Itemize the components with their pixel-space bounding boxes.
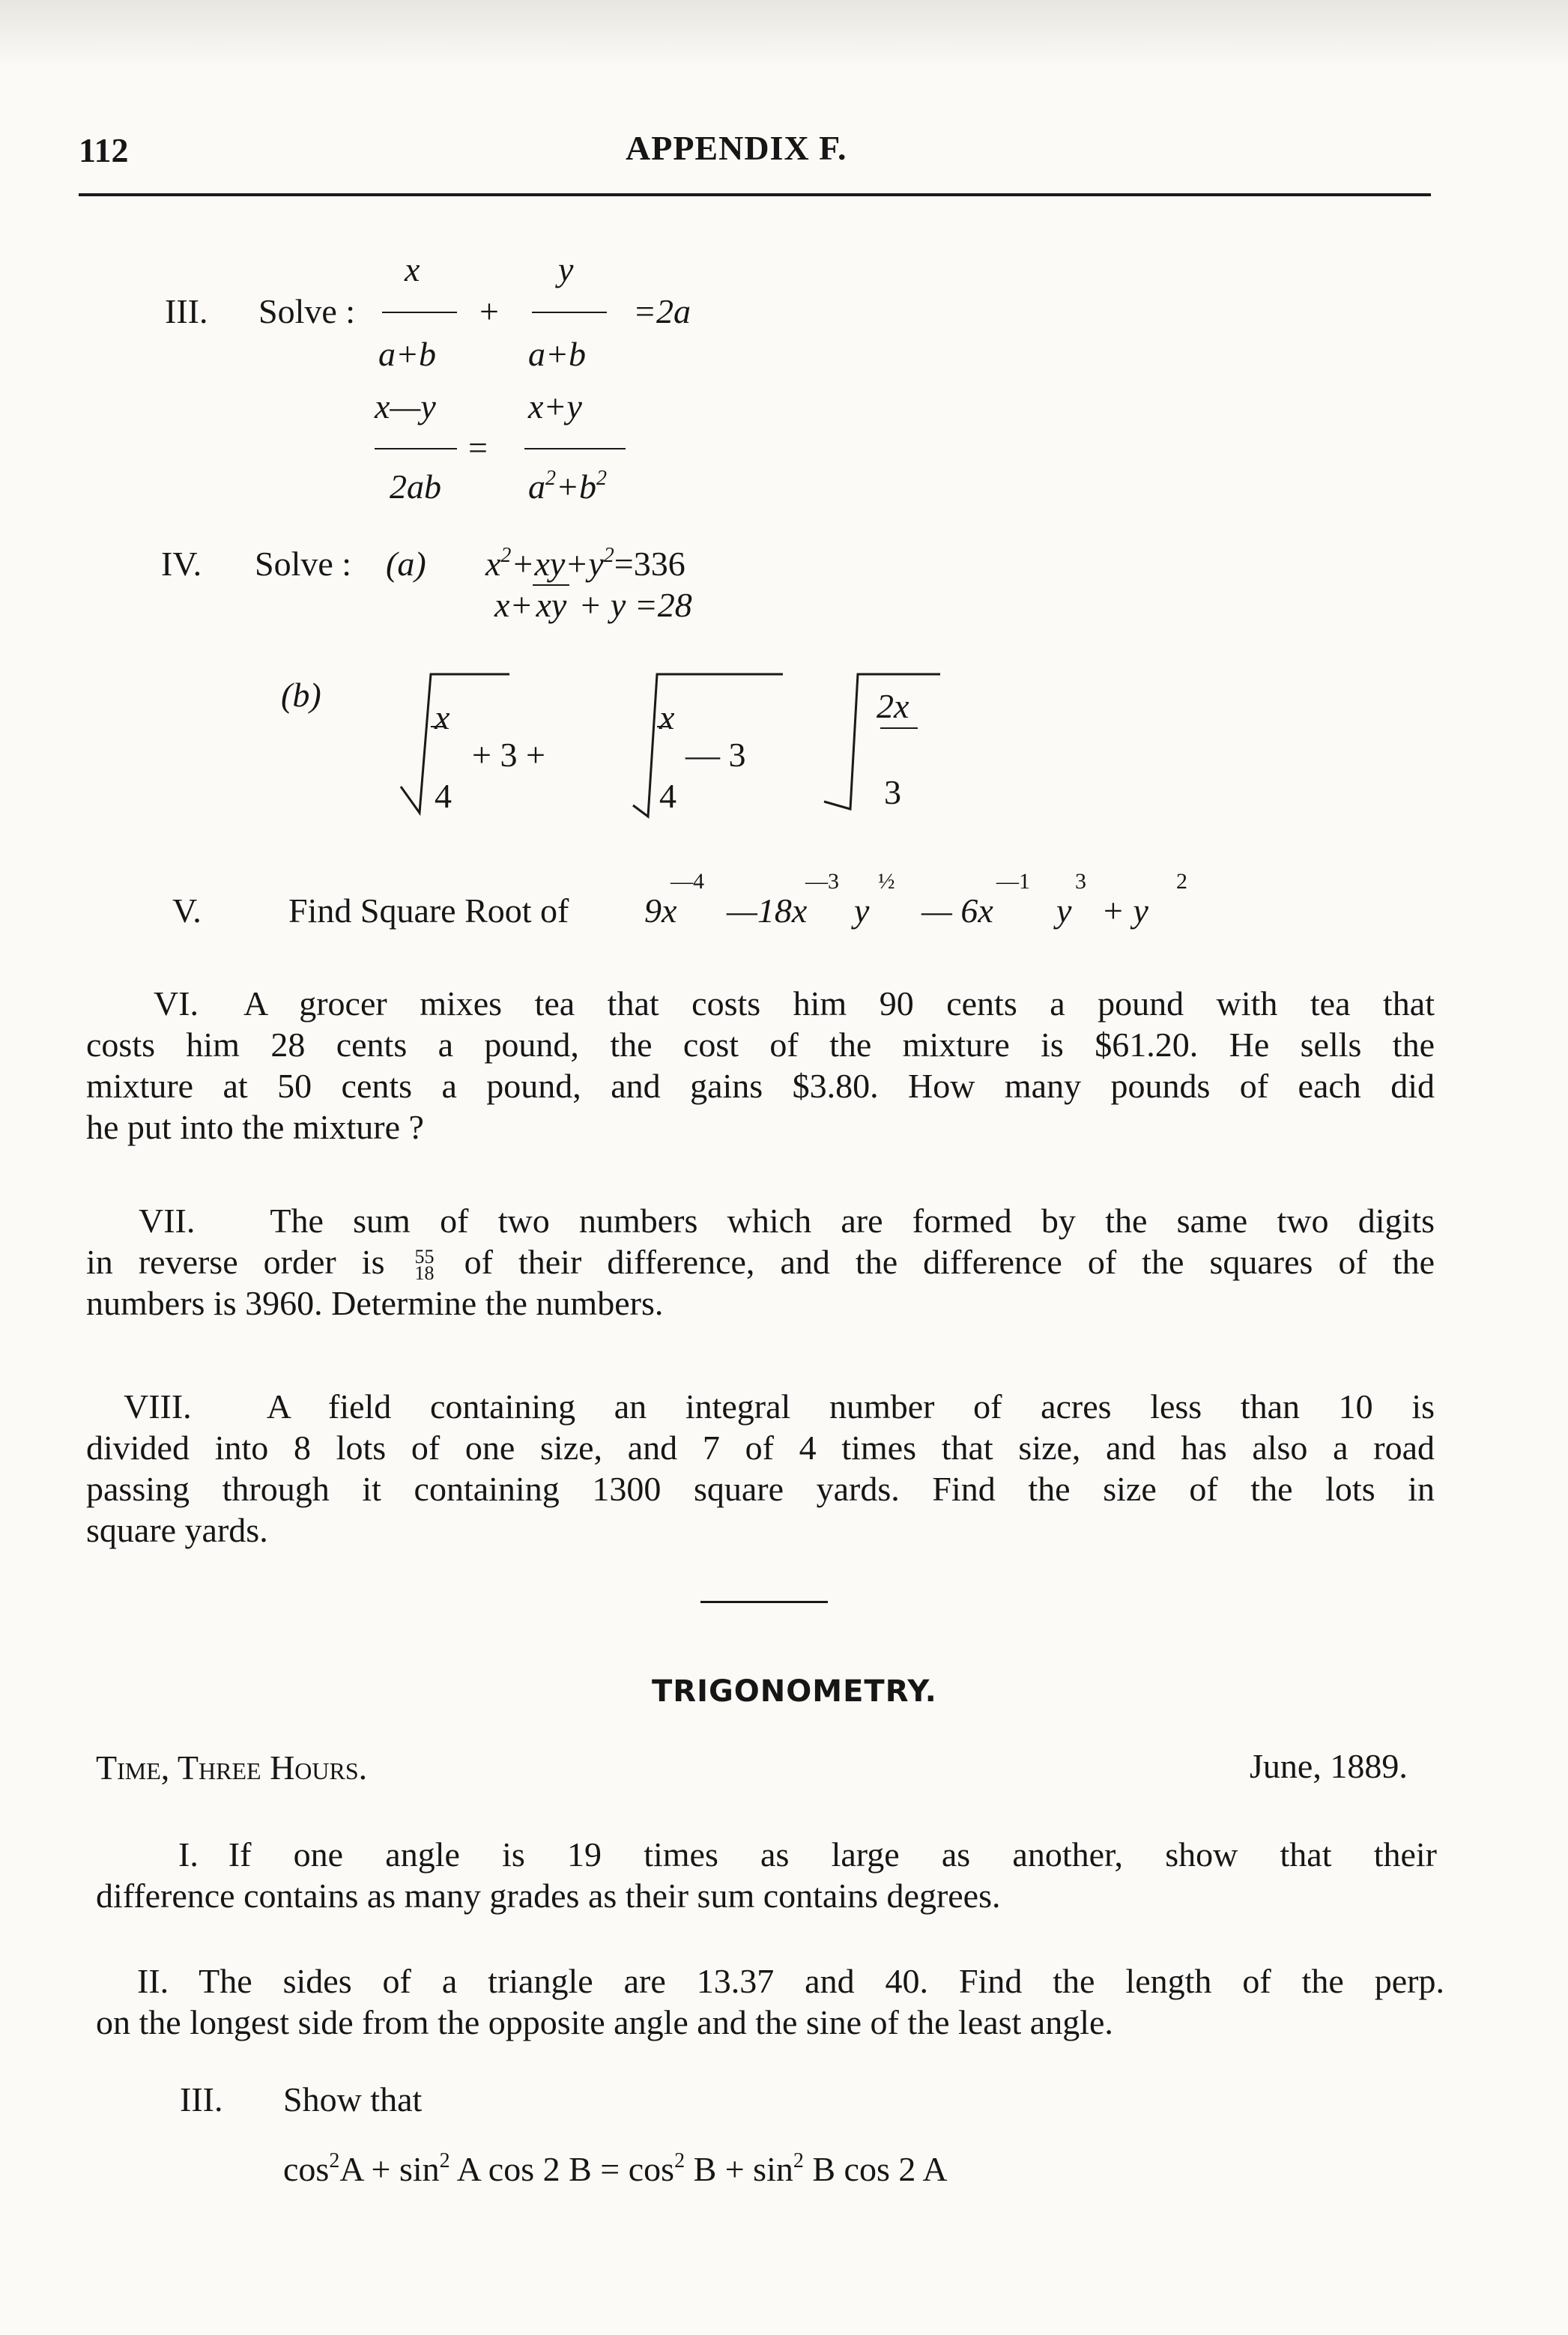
trig-q3-text: Show that xyxy=(283,2080,423,2119)
q7-line: The sum of two numbers which are formed by the same two digits xyxy=(270,1202,1435,1240)
q4-part-b: (b) xyxy=(281,676,321,714)
q4-numeral: IV. xyxy=(161,545,202,583)
q3-eq1-den2: a+b xyxy=(528,335,587,373)
q6-numeral: VI. xyxy=(154,984,199,1023)
trig-q1-line: difference contains as many grades as their sum contains degrees. xyxy=(96,1877,1001,1915)
q3-eq1-num2: y xyxy=(558,250,574,288)
q5-term2-y: y xyxy=(854,891,870,930)
q3-numeral: III. xyxy=(165,292,208,330)
q5-text: Find Square Root of xyxy=(288,891,569,930)
q4-solve-label: Solve : xyxy=(255,545,352,583)
q4-eq1: $x^2+xy+y^2=336$ xyxy=(485,544,685,583)
trig-q2-numeral: II. xyxy=(137,1962,169,2000)
q5-term3-exp: —1 xyxy=(996,869,1030,894)
trig-q2-line: on the longest side from the opposite angle and the sine of the least angle. xyxy=(96,2003,1113,2041)
q5-term2-y-exp: ½ xyxy=(878,869,895,894)
fraction-bar xyxy=(524,448,626,449)
q5-term2: —18x xyxy=(727,891,808,930)
q5-term2-exp: —3 xyxy=(805,869,839,894)
section-heading: TRIGONOMETRY. xyxy=(652,1674,937,1709)
page-top-shading xyxy=(0,0,1568,67)
q6-line: A grocer mixes tea that costs him 90 cents a pound with tea that xyxy=(243,984,1435,1023)
fraction-bar xyxy=(382,312,457,313)
q5-term3: — 6x xyxy=(921,891,993,930)
q7-line: in reverse order is 55 18 of their difference, and the difference of the squares of the xyxy=(86,1243,1435,1285)
q4-part-a: (a) xyxy=(386,545,426,583)
q7-numeral: VII. xyxy=(139,1202,196,1240)
q3-solve-label: Solve : xyxy=(258,292,356,330)
q3-eq1-rhs: =2a xyxy=(633,292,691,330)
header-rule xyxy=(79,193,1431,196)
q8-line: divided into 8 lots of one size, and 7 of 4 times that size, and has also a road xyxy=(86,1429,1435,1467)
q5-term3-y-exp: 3 xyxy=(1075,869,1086,894)
exam-time: Time, Three Hours. xyxy=(96,1748,368,1787)
fraction-bar xyxy=(375,448,457,449)
q8-line: A field containing an integral number of acres less than 10 is xyxy=(266,1387,1435,1426)
q8-numeral: VIII. xyxy=(124,1387,192,1426)
equals-sign: = xyxy=(468,428,488,467)
q4-b-radical2-num: x xyxy=(659,698,675,736)
running-head: APPENDIX F. xyxy=(626,129,847,167)
q3-eq1-num1: x xyxy=(405,250,420,288)
q8-line: passing through it containing 1300 square yards. Find the size of the lots in xyxy=(86,1470,1435,1508)
q8-paragraph xyxy=(86,1386,1435,1551)
q5-term1: 9x xyxy=(644,891,677,930)
trig-q3-numeral: III. xyxy=(180,2080,223,2119)
q3-eq1-den1: a+b xyxy=(378,335,437,373)
q4-b-radical2-den: 4 xyxy=(659,777,676,815)
q6-line: costs him 28 cents a pound, the cost of the mixture is $61.20. He sells the xyxy=(86,1026,1435,1064)
q3-eq2-den2: $a^2+b^2$ xyxy=(528,467,608,506)
q5-term3-y: y xyxy=(1056,891,1072,930)
q6-line: mixture at 50 cents a pound, and gains $3.80. How many pounds of each did xyxy=(86,1067,1435,1105)
trig-q1-paragraph xyxy=(96,1834,1437,1916)
trig-q2-paragraph xyxy=(96,1960,1444,2043)
q7-frac-num: 55 xyxy=(414,1246,435,1268)
q4-b-radical1-den: 4 xyxy=(435,777,452,815)
q3-eq2-num2: x+y xyxy=(528,387,582,425)
q5-term1-exp: —4 xyxy=(671,869,704,894)
q4-eq2: x+xy + y =28 xyxy=(494,586,692,624)
q4-b-radical1-rest: + 3 + xyxy=(472,736,545,774)
section-divider xyxy=(700,1601,828,1603)
trig-q2-line: The sides of a triangle are 13.37 and 40. Find the length of the perp. xyxy=(199,1962,1444,2000)
q3-eq2-den1: 2ab xyxy=(390,467,441,506)
q5-term4-exp: 2 xyxy=(1176,869,1187,894)
q5-term4: + y xyxy=(1101,891,1148,930)
trig-identity: $\cos^2A + \sin^2 A$ cos 2 $B = \cos^2 B + \sin^2 B$ cos 2 A xyxy=(283,2149,948,2188)
q7-line: numbers is 3960. Determine the numbers. xyxy=(86,1284,664,1322)
q4-b-radical3-num: 2x xyxy=(877,687,909,725)
q8-line: square yards. xyxy=(86,1511,268,1549)
plus-sign: + xyxy=(479,292,499,330)
q6-line: he put into the mixture ? xyxy=(86,1108,424,1146)
q4-b-radical2-rest: — 3 xyxy=(685,736,746,774)
q7-paragraph xyxy=(86,1200,1435,1324)
q4-b-radical3-den: 3 xyxy=(884,773,901,811)
trig-q1-numeral: I. xyxy=(178,1835,199,1874)
page-number: 112 xyxy=(79,131,129,169)
q7-frac-den: 18 xyxy=(414,1262,435,1285)
q6-paragraph xyxy=(86,983,1435,1148)
q4-b-radical1-num: x xyxy=(435,698,450,736)
q3-eq2-num1: x—y xyxy=(375,387,436,425)
q5-numeral: V. xyxy=(172,891,202,930)
exam-date: June, 1889. xyxy=(1250,1747,1408,1785)
trig-q1-line: If one angle is 19 times as large as another, show that their xyxy=(228,1835,1437,1874)
fraction-bar xyxy=(532,312,607,313)
